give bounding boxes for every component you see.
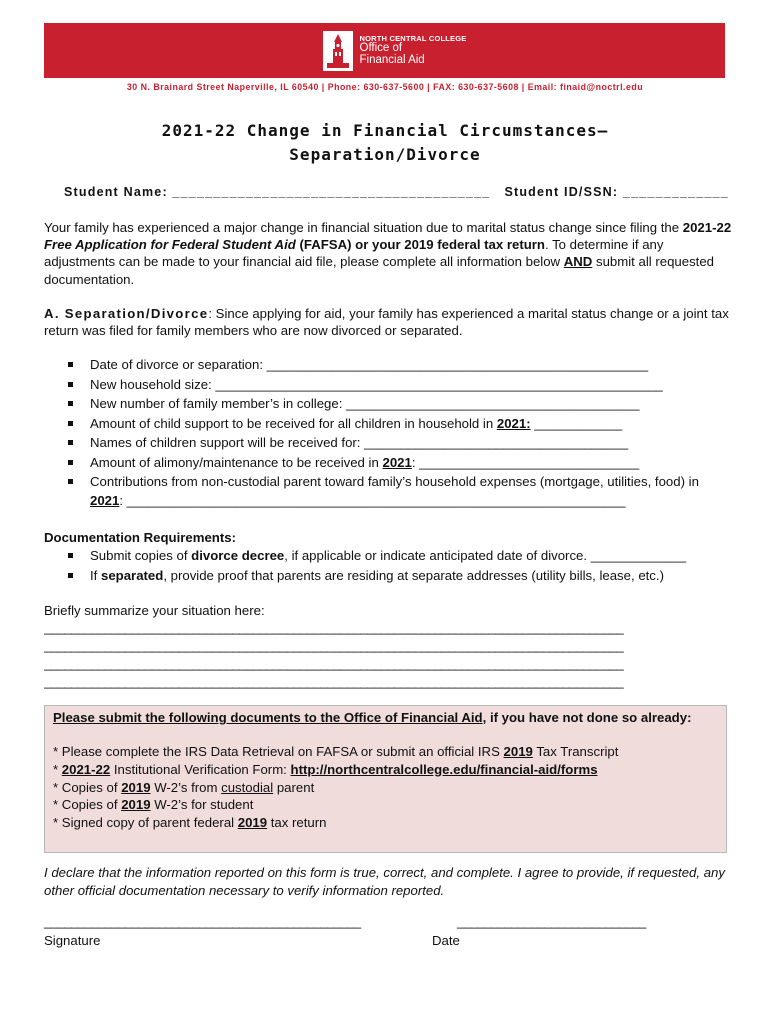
- documentation-requirements: [44, 530, 734, 586]
- office-name-line1: Office of: [359, 42, 403, 55]
- summary-line[interactable]: ______________________________________________________________________________________: [44, 638, 624, 653]
- college-logo: [323, 31, 467, 71]
- item-year: 2019: [121, 779, 151, 795]
- alimony-text: Amount of alimony/maintenance to be received in: [90, 454, 383, 470]
- intro-year: 2021-22: [682, 220, 732, 235]
- contributions-year: 2021: [90, 493, 120, 508]
- summary-line[interactable]: ______________________________________________________________________________________: [44, 656, 624, 671]
- divorce-date-field: Date of divorce or separation: ____________________________________________________: [90, 357, 649, 372]
- student-id-label: Student ID/SSN:: [504, 185, 619, 199]
- item-text: W-2’s from: [150, 779, 222, 795]
- list-item: [53, 796, 618, 814]
- family-in-college-field: New number of family member’s in college: ________________________________________: [90, 396, 640, 411]
- item-year: 2019: [503, 744, 533, 759]
- item-text: * Signed copy of parent federal: [53, 815, 238, 831]
- intro-and: AND: [563, 254, 593, 270]
- item-text: * Copies of: [53, 779, 122, 795]
- intro-fafsa: Free Application for Federal Student Aid: [44, 237, 296, 253]
- clock-tower-icon: [323, 31, 353, 71]
- alimony-year: 2021: [382, 454, 412, 470]
- intro-fafsa-abbr: (FAFSA) or your 2019 federal tax return: [295, 237, 545, 253]
- item-text: Tax Transcript: [532, 744, 619, 759]
- student-info-line: [64, 185, 729, 199]
- item-text: parent: [273, 779, 315, 795]
- college-name: NORTH CENTRAL COLLEGE: [359, 33, 467, 43]
- header-banner: [44, 23, 725, 78]
- signature-label: Signature: [44, 933, 101, 948]
- req-bold: separated: [101, 568, 164, 583]
- req-bold: divorce decree: [191, 548, 285, 563]
- submit-heading-tail: , if you have not done so already:: [482, 710, 692, 725]
- logo-text: [360, 35, 467, 67]
- item-text: tax return: [267, 815, 327, 831]
- child-support-blank: ____________: [530, 415, 623, 431]
- submit-documents-box: [44, 705, 727, 853]
- summary-lines[interactable]: [44, 619, 720, 691]
- item-year: 2019: [237, 815, 268, 831]
- intro-text-2: . To determine if any adjustments can be made to your financial aid file, please complete all information below: [44, 237, 664, 270]
- child-support-year: 2021:: [496, 415, 531, 431]
- list-item: [53, 761, 618, 779]
- section-a-paragraph: [44, 305, 734, 339]
- list-item: [53, 814, 618, 832]
- section-a-heading: A. Separation/Divorce: [44, 306, 209, 321]
- student-name-label: Student Name:: [64, 185, 168, 199]
- alimony-blank: : ______________________________: [411, 454, 640, 470]
- declaration-text: I declare that the information reported on this form is true, correct, and complete. I agree to provide, if requested, any other official documentation necessary to verify information reported.: [44, 865, 725, 898]
- student-id-field[interactable]: _____________: [622, 185, 729, 199]
- item-text: *: [53, 761, 62, 777]
- list-item: [66, 566, 734, 586]
- item-year: 2019: [121, 797, 151, 813]
- contributions-blank: : ____________________________________________________________________: [119, 493, 626, 508]
- item-underlined: custodial: [221, 779, 274, 795]
- children-names-field: Names of children support will be received for: ____________________________________: [90, 435, 629, 450]
- list-item[interactable]: [66, 472, 716, 510]
- section-a-list: [66, 355, 716, 510]
- list-item[interactable]: [66, 355, 716, 375]
- req-text-2: , provide proof that parents are residing at separate addresses (utility bills, lease, etc.): [163, 568, 664, 583]
- req-text-2[interactable]: , if applicable or indicate anticipated date of divorce. _____________: [284, 548, 687, 563]
- date-label: Date: [432, 933, 460, 948]
- list-item[interactable]: [66, 453, 716, 473]
- date-field[interactable]: ____________________________: [457, 914, 646, 929]
- intro-text-3: submit all requested documentation.: [44, 254, 714, 287]
- submit-items: [53, 743, 618, 832]
- req-text: If: [90, 568, 101, 583]
- contact-address: 30 N. Brainard Street Naperville, IL 60540 | Phone: 630-637-5600 | FAX: 630-637-5608 | Email: finaid@noctrl.edu: [126, 82, 644, 92]
- household-size-field: New household size: _____________________________________________________________: [90, 376, 663, 392]
- list-item[interactable]: [66, 414, 716, 434]
- item-text: * Copies of: [53, 797, 122, 813]
- list-item[interactable]: [66, 433, 716, 453]
- documentation-heading: Documentation Requirements:: [44, 530, 236, 545]
- list-item[interactable]: [66, 394, 716, 414]
- item-text: Institutional Verification Form:: [110, 761, 291, 777]
- submit-heading: [53, 710, 691, 725]
- signature-field[interactable]: _______________________________________________: [44, 914, 361, 929]
- summary-label: Briefly summarize your situation here:: [44, 603, 265, 618]
- intro-paragraph: [44, 219, 734, 288]
- item-year: 2021-22: [61, 761, 111, 777]
- submit-heading-text: Please submit the following documents to the Office of Financial Aid: [53, 710, 483, 725]
- summary-line[interactable]: ______________________________________________________________________________________: [44, 620, 624, 635]
- item-text: W-2’s for student: [150, 797, 254, 813]
- office-name-line2: Financial Aid: [359, 54, 425, 67]
- student-name-field[interactable]: _______________________________________: [172, 185, 491, 199]
- list-item: [53, 743, 618, 761]
- summary-line[interactable]: ______________________________________________________________________________________: [44, 674, 624, 689]
- title-line2: Separation/Divorce: [289, 145, 481, 164]
- item-text: * Please complete the IRS Data Retrieval on FAFSA or submit an official IRS: [53, 744, 504, 759]
- list-item: [53, 779, 618, 797]
- list-item: [66, 546, 734, 566]
- section-a-text: : Since applying for aid, your family has experienced a marital status change or a joint tax return was filed for family members who are now divorced or separated.: [44, 306, 729, 339]
- child-support-text: Amount of child support to be received for all children in household in: [90, 415, 497, 431]
- form-title: [0, 119, 770, 167]
- intro-text: Your family has experienced a major change in financial situation due to marital status change since filing the: [44, 220, 683, 235]
- title-line1: 2021-22 Change in Financial Circumstances–: [161, 121, 609, 140]
- req-text: Submit copies of: [90, 548, 192, 563]
- list-item[interactable]: [66, 375, 716, 395]
- forms-link[interactable]: http://northcentralcollege.edu/financial-aid/forms: [290, 761, 598, 777]
- contributions-text: Contributions from non-custodial parent toward family’s household expenses (mortgage, utilities, food) in: [90, 474, 699, 489]
